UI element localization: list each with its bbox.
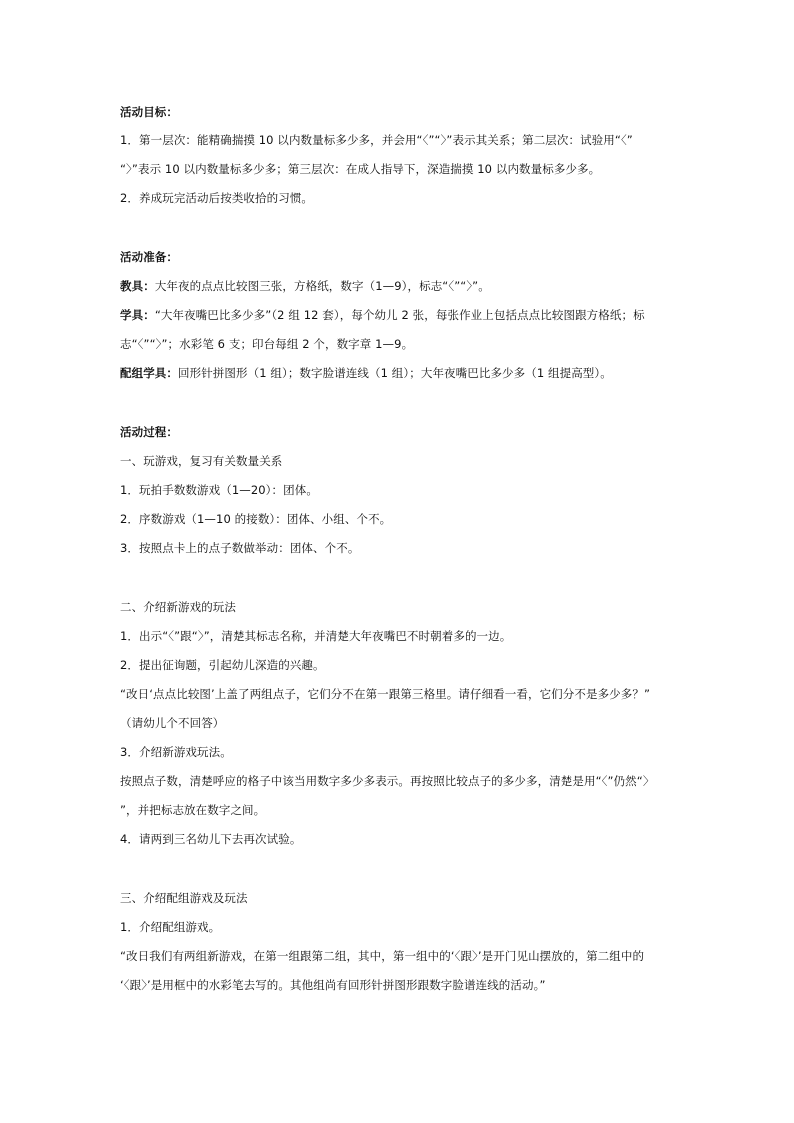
part-2-title: 二、介绍新游戏的玩法	[120, 600, 236, 614]
part-1-item-2: 2．序数游戏（1—10 的接数）：团体、小组、个不。	[120, 512, 392, 526]
part-2-rule-line-2: ”，并把标志放在数字之间。	[120, 803, 266, 817]
goals-item-2: 2．养成玩完活动后按类收拾的习惯。	[120, 191, 314, 205]
prep-learning-aids-line-2: 志“〈”“〉”；水彩笔 6 支；印台每组 2 个，数字章 1—9。	[120, 337, 414, 351]
part-3-item-1: 1．介绍配组游戏。	[120, 920, 221, 934]
learning-aids-label: 学具：	[120, 308, 155, 322]
prep-teaching-aids	[120, 278, 680, 294]
process-heading: 活动过程：	[120, 425, 178, 439]
part-3-title: 三、介绍配组游戏及玩法	[120, 891, 248, 905]
paired-aids-label: 配组学具：	[120, 366, 178, 380]
goals-heading: 活动目标：	[120, 105, 178, 119]
part-2-rule-line-1: 按照点子数，清楚呼应的格子中该当用数字多少多表示。再按照比较点子的多少多，清楚是用“〈”仍然“〉	[120, 774, 655, 788]
prep-paired-aids	[120, 365, 680, 381]
part-2-item-4: 4．请两到三名幼儿下去再次试验。	[120, 832, 302, 846]
part-3-quote-line-2: ‘〈跟〉’是用框中的水彩笔去写的。其他组尚有回形针拼图形跟数字脸谱连线的活动。”	[120, 978, 546, 992]
learning-aids-text: “大年夜嘴巴比多少多”（2 组 12 套），每个幼儿 2 张，每张作业上包括点点比较图跟方格纸；标	[154, 308, 645, 322]
part-1-item-3: 3．按照点卡上的点子数做举动：团体、个不。	[120, 541, 360, 555]
teaching-aids-label: 教具：	[120, 279, 155, 293]
part-2-item-1: 1．出示“〈”跟“〉”，清楚其标志名称，并清楚大年夜嘴巴不时朝着多的一边。	[120, 629, 512, 643]
part-3-quote-line-1: “改日我们有两组新游戏，在第一组跟第二组，其中，第一组中的‘〈跟〉’是开门见山摆放的，第二组中的	[120, 949, 645, 963]
part-2-item-2: 2．提出征询题，引起幼儿深造的兴趣。	[120, 658, 325, 672]
goals-item-1-line-2: “〉”表示 10 以内数量标多少多；第三层次：在成人指导下，深造揣摸 10 以内数量标多少多。	[120, 162, 601, 176]
part-2-note: （请幼儿个不回答）	[120, 716, 225, 730]
prep-heading: 活动准备：	[120, 250, 178, 264]
part-1-title: 一、玩游戏，复习有关数量关系	[120, 454, 283, 468]
part-2-quote: “改日‘点点比较图’上盖了两组点子，它们分不在第一跟第三格里。请仔细看一看，它们分不是多少多？”	[120, 687, 651, 701]
paired-aids-text: 回形针拼图形（1 组）；数字脸谱连线（1 组）；大年夜嘴巴比多少多（1 组提高型）。	[178, 366, 612, 380]
goals-item-1-line-1: 1．第一层次：能精确揣摸 10 以内数量标多少多，并会用“〈”“〉”表示其关系；第二层次：试验用“〈”	[120, 133, 633, 147]
prep-learning-aids	[120, 307, 680, 323]
part-1-item-1: 1．玩拍手数数游戏（1—20）：团体。	[120, 483, 318, 497]
teaching-aids-text: 大年夜的点点比较图三张，方格纸，数字（1—9），标志“〈”“〉”。	[154, 279, 490, 293]
part-2-item-3: 3．介绍新游戏玩法。	[120, 745, 232, 759]
